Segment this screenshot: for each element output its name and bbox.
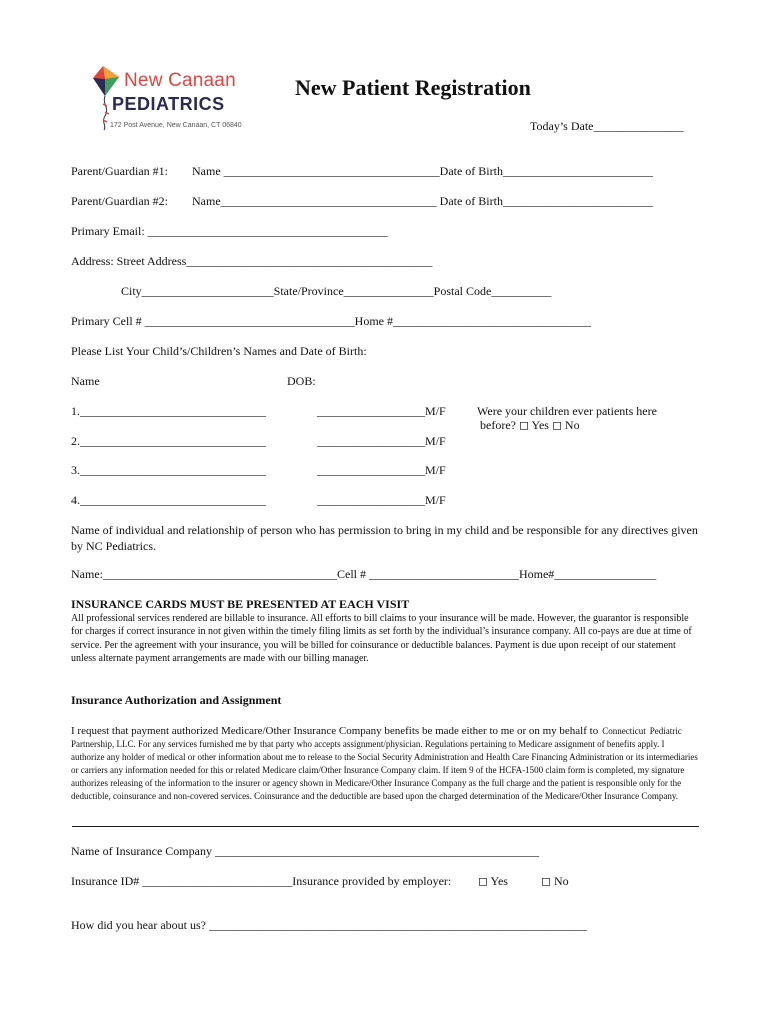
guardian2-fields[interactable]: Name____________________________________ Date of Birth_________________________: [192, 194, 653, 208]
insurance-cards-body: All professional services rendered are billable to insurance. All efforts to bill claims to your insurance will be made. However, the guarantor is responsible for charges if correct insurance in not given within the timely filing limits as set forth by the individual’s insurance company. All co-pays are due at time of service. Per the agreement with your insurance, you will be billed for coinsurance or deductible balances. Payment is due upon receipt of our statement unless alternate payment arrangements are made with our billing manager.: [71, 613, 692, 665]
permission-text: Name of individual and relationship of person who has permission to bring in my child and be responsible for any directives given by NC Pediatrics.: [71, 523, 698, 553]
prior-patient-question: Were your children ever patients here: [477, 404, 657, 418]
child-dob-field[interactable]: __________________M/F: [317, 404, 446, 418]
logo-line1: New Canaan: [124, 70, 236, 91]
primary-cell-field[interactable]: Primary Cell # ___________________________________Home #_________________________________: [71, 314, 591, 328]
insurance-company-field[interactable]: Name of Insurance Company ______________________________________________________: [71, 844, 539, 858]
todays-date-field[interactable]: Today’s Date_______________: [530, 119, 684, 133]
guardian2-label: Parent/Guardian #2:: [71, 194, 168, 208]
street-address-field[interactable]: Address: Street Address_________________________________________: [71, 254, 433, 268]
employer-no-checkbox[interactable]: ◻ No: [541, 874, 569, 888]
authorized-person-field[interactable]: Name:_______________________________________Cell # _________________________Home#_________________: [71, 567, 657, 581]
child-dob-field[interactable]: __________________M/F: [317, 493, 446, 507]
logo-address: 172 Post Avenue, New Canaan, CT 06840: [110, 122, 242, 129]
employer-yes-checkbox[interactable]: ◻ Yes: [478, 874, 508, 888]
child-name-field[interactable]: 4._______________________________: [71, 493, 266, 507]
referral-source-field[interactable]: How did you hear about us? _______________________________________________________________: [71, 918, 587, 932]
divider: [72, 826, 699, 827]
guardian1-label: Parent/Guardian #1:: [71, 164, 168, 178]
child-name-field[interactable]: 3._______________________________: [71, 463, 266, 477]
child-dob-field[interactable]: __________________M/F: [317, 434, 446, 448]
insurance-id-field[interactable]: Insurance ID# _________________________Insurance provided by employer:: [71, 874, 452, 888]
children-heading: Please List Your Child’s/Children’s Names and Date of Birth:: [71, 344, 367, 358]
child-dob-field[interactable]: __________________M/F: [317, 463, 446, 477]
page-title: New Patient Registration: [295, 75, 531, 100]
city-state-postal-field[interactable]: City______________________State/Province_______________Postal Code__________: [121, 284, 552, 298]
child-name-field[interactable]: 1._______________________________: [71, 404, 266, 418]
authorization-lead: I request that payment authorized Medicare/Other Insurance Company benefits be made either to me or on my behalf to: [71, 725, 599, 737]
logo-line2: PEDIATRICS: [112, 94, 225, 114]
primary-email-field[interactable]: Primary Email: ________________________________________: [71, 224, 388, 238]
insurance-cards-heading: INSURANCE CARDS MUST BE PRESENTED AT EACH VISIT: [71, 597, 410, 611]
authorization-heading: Insurance Authorization and Assignment: [71, 693, 282, 707]
child-name-field[interactable]: 2._______________________________: [71, 434, 266, 448]
guardian1-fields[interactable]: Name ____________________________________Date of Birth_________________________: [192, 164, 653, 178]
authorization-body: Pediatric Partnership, LLC. For any services furnished me by that party who accepts assignment/physician. Regulations pertaining to Medicare assignment of benefits apply. I authorize any holder of medical or other information about me to release to the Social Security Administration and Health Care Financing Administration or its intermediaries or carriers any information needed for this or related Medicare claim/Other Insurance Company claim. If item 9 of the HCFA-1500 claim form is completed, my signature authorizes releasing of the information to the insurer or agency shown in Medicare/Other Insurance Company as the full charge and the patient is responsible only for the deductible, coinsurance and non-covered services. Coinsurance and the deductible are based upon the charged determination of the Medicare/Other Insurance Company.: [71, 726, 698, 801]
children-dob-header: DOB:: [287, 374, 316, 388]
authorization-text: [71, 724, 699, 802]
children-name-header: Name: [71, 374, 100, 388]
authorization-lead-small: Connecticut: [602, 726, 646, 736]
prior-patient-checkboxes[interactable]: before? ◻ Yes ◻ No: [480, 418, 580, 432]
